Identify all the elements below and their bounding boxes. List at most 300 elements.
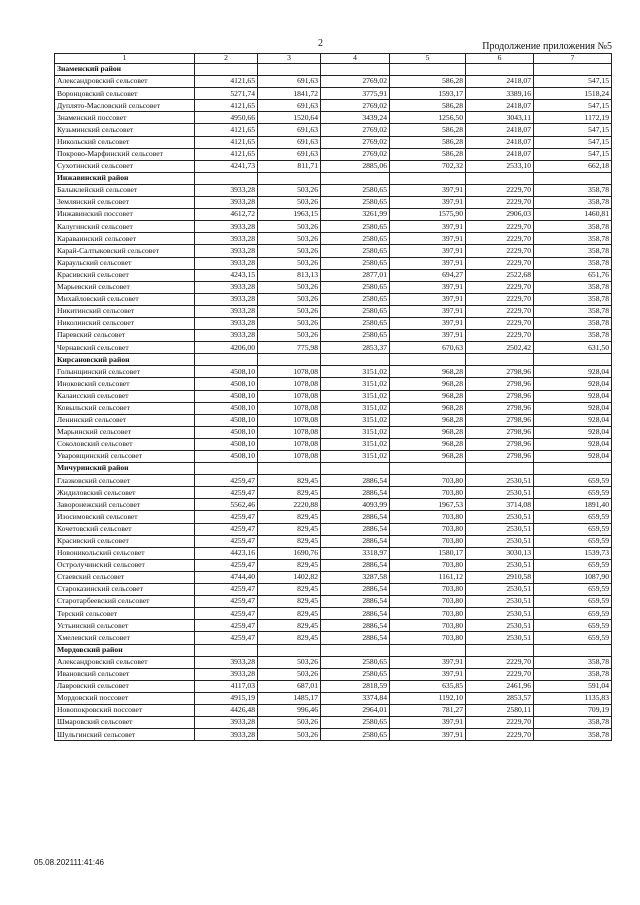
value-cell: 4241,73 (195, 160, 258, 172)
value-cell: 659,59 (534, 523, 612, 535)
value-cell: 3933,28 (195, 184, 258, 196)
value-cell: 1161,12 (390, 571, 466, 583)
table-row (55, 487, 612, 499)
value-cell: 1078,08 (258, 438, 321, 450)
value-cell: 2798,96 (466, 378, 534, 390)
value-cell: 2580,65 (321, 305, 390, 317)
table-row (55, 656, 612, 668)
value-cell: 691,63 (258, 76, 321, 88)
value-cell: 703,80 (390, 559, 466, 571)
district-name: Мичуринский район (55, 463, 195, 475)
value-cell: 2885,06 (321, 160, 390, 172)
value-cell: 1078,08 (258, 426, 321, 438)
empty-cell (195, 463, 258, 475)
value-cell: 2229,70 (466, 668, 534, 680)
value-cell: 968,28 (390, 438, 466, 450)
value-cell: 1402,82 (258, 571, 321, 583)
value-cell: 503,26 (258, 668, 321, 680)
value-cell: 2886,54 (321, 523, 390, 535)
value-cell: 2769,02 (321, 124, 390, 136)
table-row (55, 221, 612, 233)
empty-cell (258, 172, 321, 184)
value-cell: 2229,70 (466, 281, 534, 293)
value-cell: 4508,10 (195, 426, 258, 438)
value-cell: 397,91 (390, 184, 466, 196)
value-cell: 3287,58 (321, 571, 390, 583)
value-cell: 1078,08 (258, 414, 321, 426)
value-cell: 687,01 (258, 680, 321, 692)
empty-cell (466, 354, 534, 366)
value-cell: 829,45 (258, 620, 321, 632)
value-cell: 3933,28 (195, 717, 258, 729)
value-cell: 928,04 (534, 378, 612, 390)
value-cell: 2769,02 (321, 100, 390, 112)
value-cell: 2580,65 (321, 257, 390, 269)
municipality-name: Калугинский сельсовет (55, 221, 195, 233)
value-cell: 2229,70 (466, 184, 534, 196)
value-cell: 3439,24 (321, 112, 390, 124)
value-cell: 397,91 (390, 317, 466, 329)
value-cell: 4117,03 (195, 680, 258, 692)
value-cell: 631,50 (534, 342, 612, 354)
value-cell: 829,45 (258, 511, 321, 523)
value-cell: 968,28 (390, 414, 466, 426)
value-cell: 1891,40 (534, 499, 612, 511)
value-cell: 2886,54 (321, 596, 390, 608)
municipality-name: Уваровщинский сельсовет (55, 451, 195, 463)
value-cell: 811,71 (258, 160, 321, 172)
value-cell: 2229,70 (466, 197, 534, 209)
value-cell: 2418,07 (466, 136, 534, 148)
value-cell: 829,45 (258, 487, 321, 499)
value-cell: 5562,46 (195, 499, 258, 511)
value-cell: 4508,10 (195, 366, 258, 378)
table-row (55, 317, 612, 329)
column-header: 4 (321, 54, 390, 64)
value-cell: 2530,51 (466, 523, 534, 535)
value-cell: 968,28 (390, 366, 466, 378)
table-row (55, 390, 612, 402)
table-row (55, 584, 612, 596)
value-cell: 397,91 (390, 221, 466, 233)
district-header-row (55, 64, 612, 76)
value-cell: 2769,02 (321, 136, 390, 148)
table-row (55, 378, 612, 390)
value-cell: 503,26 (258, 656, 321, 668)
value-cell: 2910,58 (466, 571, 534, 583)
district-name: Мордовский район (55, 644, 195, 656)
value-cell: 358,78 (534, 668, 612, 680)
value-cell: 2798,96 (466, 366, 534, 378)
value-cell: 1967,53 (390, 499, 466, 511)
value-cell: 2229,70 (466, 330, 534, 342)
municipality-name: Голынщинский сельсовет (55, 366, 195, 378)
empty-cell (466, 172, 534, 184)
municipality-name: Караваинский сельсовет (55, 233, 195, 245)
empty-cell (321, 64, 390, 76)
value-cell: 2530,51 (466, 608, 534, 620)
value-cell: 2229,70 (466, 729, 534, 741)
value-cell: 2229,70 (466, 317, 534, 329)
value-cell: 358,78 (534, 717, 612, 729)
value-cell: 2418,07 (466, 100, 534, 112)
value-cell: 702,32 (390, 160, 466, 172)
value-cell: 4259,47 (195, 535, 258, 547)
empty-cell (258, 644, 321, 656)
value-cell: 3318,97 (321, 547, 390, 559)
table-row (55, 88, 612, 100)
table-row (55, 559, 612, 571)
value-cell: 829,45 (258, 584, 321, 596)
municipality-name: Михайловский сельсовет (55, 293, 195, 305)
value-cell: 2229,70 (466, 305, 534, 317)
municipality-name: Изосимовский сельсовет (55, 511, 195, 523)
appendix-title: Продолжение приложения №5 (482, 41, 612, 52)
table-row (55, 523, 612, 535)
municipality-name: Красивский сельсовет (55, 269, 195, 281)
empty-cell (390, 644, 466, 656)
table-row (55, 366, 612, 378)
empty-cell (195, 644, 258, 656)
value-cell: 4508,10 (195, 438, 258, 450)
municipality-name: Дуплято-Масловский сельсовет (55, 100, 195, 112)
value-cell: 358,78 (534, 197, 612, 209)
value-cell: 358,78 (534, 317, 612, 329)
district-header-row (55, 172, 612, 184)
value-cell: 2853,57 (466, 692, 534, 704)
value-cell: 3043,11 (466, 112, 534, 124)
table-row (55, 342, 612, 354)
footer-timestamp: 05.08.202111:41:46 (34, 858, 104, 867)
value-cell: 703,80 (390, 584, 466, 596)
column-header: 3 (258, 54, 321, 64)
table-row (55, 112, 612, 124)
municipality-name: Ивановский сельсовет (55, 668, 195, 680)
table-row (55, 632, 612, 644)
value-cell: 928,04 (534, 438, 612, 450)
empty-cell (321, 463, 390, 475)
value-cell: 503,26 (258, 184, 321, 196)
value-cell: 3030,13 (466, 547, 534, 559)
value-cell: 503,26 (258, 245, 321, 257)
value-cell: 1078,08 (258, 390, 321, 402)
value-cell: 4744,40 (195, 571, 258, 583)
value-cell: 2220,88 (258, 499, 321, 511)
value-cell: 503,26 (258, 317, 321, 329)
value-cell: 547,15 (534, 76, 612, 88)
value-cell: 1087,90 (534, 571, 612, 583)
value-cell: 4259,47 (195, 596, 258, 608)
value-cell: 503,26 (258, 717, 321, 729)
value-cell: 2769,02 (321, 148, 390, 160)
table-row (55, 184, 612, 196)
value-cell: 4426,48 (195, 704, 258, 716)
value-cell: 1192,10 (390, 692, 466, 704)
value-cell: 2580,65 (321, 330, 390, 342)
value-cell: 397,91 (390, 197, 466, 209)
value-cell: 829,45 (258, 559, 321, 571)
value-cell: 775,98 (258, 342, 321, 354)
value-cell: 1841,72 (258, 88, 321, 100)
value-cell: 829,45 (258, 632, 321, 644)
value-cell: 4423,16 (195, 547, 258, 559)
empty-cell (321, 354, 390, 366)
value-cell: 2798,96 (466, 414, 534, 426)
municipality-name: Ковыльский сельсовет (55, 402, 195, 414)
value-cell: 703,80 (390, 535, 466, 547)
value-cell: 691,63 (258, 148, 321, 160)
value-cell: 3374,84 (321, 692, 390, 704)
table-row (55, 596, 612, 608)
value-cell: 2886,54 (321, 584, 390, 596)
municipality-name: Шульгинский сельсовет (55, 729, 195, 741)
value-cell: 1575,90 (390, 209, 466, 221)
value-cell: 591,04 (534, 680, 612, 692)
value-cell: 3151,02 (321, 426, 390, 438)
value-cell: 358,78 (534, 221, 612, 233)
value-cell: 397,91 (390, 668, 466, 680)
empty-cell (258, 463, 321, 475)
value-cell: 2798,96 (466, 402, 534, 414)
municipality-name: Иноковский сельсовет (55, 378, 195, 390)
table-row (55, 330, 612, 342)
value-cell: 670,63 (390, 342, 466, 354)
municipality-name: Марьинский сельсовет (55, 426, 195, 438)
municipality-name: Александровский сельсовет (55, 656, 195, 668)
value-cell: 2853,37 (321, 342, 390, 354)
value-cell: 1485,17 (258, 692, 321, 704)
value-cell: 397,91 (390, 330, 466, 342)
municipality-name: Землянский сельсовет (55, 197, 195, 209)
value-cell: 2580,65 (321, 281, 390, 293)
value-cell: 4259,47 (195, 608, 258, 620)
table-row (55, 257, 612, 269)
table-row (55, 511, 612, 523)
value-cell: 1690,76 (258, 547, 321, 559)
municipality-name: Жидиловский сельсовет (55, 487, 195, 499)
value-cell: 4259,47 (195, 487, 258, 499)
value-cell: 2229,70 (466, 717, 534, 729)
value-cell: 3151,02 (321, 390, 390, 402)
municipality-name: Инжавинский поссовет (55, 209, 195, 221)
value-cell: 2530,51 (466, 535, 534, 547)
value-cell: 4508,10 (195, 402, 258, 414)
value-cell: 2580,65 (321, 656, 390, 668)
column-header: 5 (390, 54, 466, 64)
empty-cell (258, 64, 321, 76)
value-cell: 703,80 (390, 487, 466, 499)
table-row (55, 535, 612, 547)
district-header-row (55, 644, 612, 656)
value-cell: 586,28 (390, 136, 466, 148)
value-cell: 4259,47 (195, 523, 258, 535)
municipality-name: Шмаровский сельсовет (55, 717, 195, 729)
municipality-name: Паревский сельсовет (55, 330, 195, 342)
value-cell: 4259,47 (195, 511, 258, 523)
value-cell: 358,78 (534, 257, 612, 269)
value-cell: 4508,10 (195, 451, 258, 463)
value-cell: 4259,47 (195, 620, 258, 632)
value-cell: 3151,02 (321, 378, 390, 390)
value-cell: 4915,19 (195, 692, 258, 704)
value-cell: 4950,66 (195, 112, 258, 124)
value-cell: 659,59 (534, 487, 612, 499)
district-header-row (55, 463, 612, 475)
value-cell: 928,04 (534, 451, 612, 463)
municipality-name: Устьинский сельсовет (55, 620, 195, 632)
value-cell: 3933,28 (195, 668, 258, 680)
value-cell: 2580,65 (321, 184, 390, 196)
empty-cell (466, 64, 534, 76)
table-row (55, 209, 612, 221)
table-row (55, 547, 612, 559)
district-name: Знаменский район (55, 64, 195, 76)
value-cell: 2798,96 (466, 438, 534, 450)
value-cell: 2533,10 (466, 160, 534, 172)
value-cell: 781,27 (390, 704, 466, 716)
column-header: 2 (195, 54, 258, 64)
value-cell: 2906,03 (466, 209, 534, 221)
municipality-name: Староказинский сельсовет (55, 584, 195, 596)
data-table (54, 53, 612, 741)
value-cell: 503,26 (258, 221, 321, 233)
value-cell: 3151,02 (321, 451, 390, 463)
value-cell: 928,04 (534, 390, 612, 402)
municipality-name: Караульский сельсовет (55, 257, 195, 269)
value-cell: 1963,15 (258, 209, 321, 221)
value-cell: 659,59 (534, 608, 612, 620)
municipality-name: Соколовский сельсовет (55, 438, 195, 450)
empty-cell (534, 172, 612, 184)
value-cell: 2886,54 (321, 559, 390, 571)
value-cell: 662,18 (534, 160, 612, 172)
value-cell: 358,78 (534, 245, 612, 257)
value-cell: 928,04 (534, 414, 612, 426)
value-cell: 503,26 (258, 293, 321, 305)
header-row (55, 54, 612, 64)
value-cell: 3775,91 (321, 88, 390, 100)
value-cell: 2886,54 (321, 535, 390, 547)
value-cell: 2580,65 (321, 197, 390, 209)
municipality-name: Терский сельсовет (55, 608, 195, 620)
value-cell: 2461,96 (466, 680, 534, 692)
value-cell: 503,26 (258, 330, 321, 342)
table-row (55, 233, 612, 245)
value-cell: 709,19 (534, 704, 612, 716)
value-cell: 1135,83 (534, 692, 612, 704)
value-cell: 358,78 (534, 305, 612, 317)
value-cell: 4508,10 (195, 414, 258, 426)
value-cell: 2530,51 (466, 475, 534, 487)
municipality-name: Остролучинский сельсовет (55, 559, 195, 571)
column-header: 1 (55, 54, 195, 64)
value-cell: 2229,70 (466, 293, 534, 305)
municipality-name: Чернавский сельсовет (55, 342, 195, 354)
value-cell: 4259,47 (195, 632, 258, 644)
empty-cell (390, 64, 466, 76)
district-name: Инжавинский район (55, 172, 195, 184)
value-cell: 968,28 (390, 402, 466, 414)
value-cell: 3933,28 (195, 257, 258, 269)
table-row (55, 402, 612, 414)
value-cell: 2580,65 (321, 221, 390, 233)
value-cell: 3714,08 (466, 499, 534, 511)
value-cell: 651,76 (534, 269, 612, 281)
table-row (55, 571, 612, 583)
value-cell: 358,78 (534, 233, 612, 245)
value-cell: 2886,54 (321, 608, 390, 620)
value-cell: 2798,96 (466, 451, 534, 463)
municipality-name: Старотарбеевский сельсовет (55, 596, 195, 608)
value-cell: 2229,70 (466, 656, 534, 668)
value-cell: 3933,28 (195, 656, 258, 668)
value-cell: 703,80 (390, 511, 466, 523)
empty-cell (466, 644, 534, 656)
value-cell: 503,26 (258, 305, 321, 317)
value-cell: 829,45 (258, 535, 321, 547)
municipality-name: Кочетовский сельсовет (55, 523, 195, 535)
value-cell: 397,91 (390, 281, 466, 293)
value-cell: 2229,70 (466, 233, 534, 245)
value-cell: 503,26 (258, 729, 321, 741)
value-cell: 2580,65 (321, 293, 390, 305)
value-cell: 928,04 (534, 426, 612, 438)
value-cell: 703,80 (390, 596, 466, 608)
value-cell: 659,59 (534, 559, 612, 571)
value-cell: 2580,65 (321, 729, 390, 741)
value-cell: 3933,28 (195, 221, 258, 233)
table-row (55, 305, 612, 317)
value-cell: 703,80 (390, 608, 466, 620)
value-cell: 659,59 (534, 596, 612, 608)
district-name: Кирсановский район (55, 354, 195, 366)
table-row (55, 438, 612, 450)
value-cell: 397,91 (390, 305, 466, 317)
value-cell: 503,26 (258, 281, 321, 293)
municipality-name: Кузьминский сельсовет (55, 124, 195, 136)
value-cell: 586,28 (390, 76, 466, 88)
table-row (55, 729, 612, 741)
value-cell: 2580,65 (321, 245, 390, 257)
value-cell: 2530,51 (466, 620, 534, 632)
value-cell: 2530,51 (466, 632, 534, 644)
table-row (55, 197, 612, 209)
table-row (55, 620, 612, 632)
municipality-name: Заворонежский сельсовет (55, 499, 195, 511)
value-cell: 4259,47 (195, 584, 258, 596)
value-cell: 1520,64 (258, 112, 321, 124)
empty-cell (321, 172, 390, 184)
empty-cell (258, 354, 321, 366)
value-cell: 3933,28 (195, 233, 258, 245)
municipality-name: Никольский сельсовет (55, 136, 195, 148)
value-cell: 3933,28 (195, 281, 258, 293)
table-row (55, 668, 612, 680)
value-cell: 586,28 (390, 100, 466, 112)
value-cell: 968,28 (390, 390, 466, 402)
municipality-name: Новопокровский поссовет (55, 704, 195, 716)
empty-cell (195, 354, 258, 366)
value-cell: 968,28 (390, 426, 466, 438)
value-cell: 2580,65 (321, 317, 390, 329)
value-cell: 2886,54 (321, 620, 390, 632)
table-row (55, 281, 612, 293)
municipality-name: Балыклейский сельсовет (55, 184, 195, 196)
value-cell: 928,04 (534, 366, 612, 378)
municipality-name: Стаевский сельсовет (55, 571, 195, 583)
table-row (55, 160, 612, 172)
municipality-name: Марьевский сельсовет (55, 281, 195, 293)
